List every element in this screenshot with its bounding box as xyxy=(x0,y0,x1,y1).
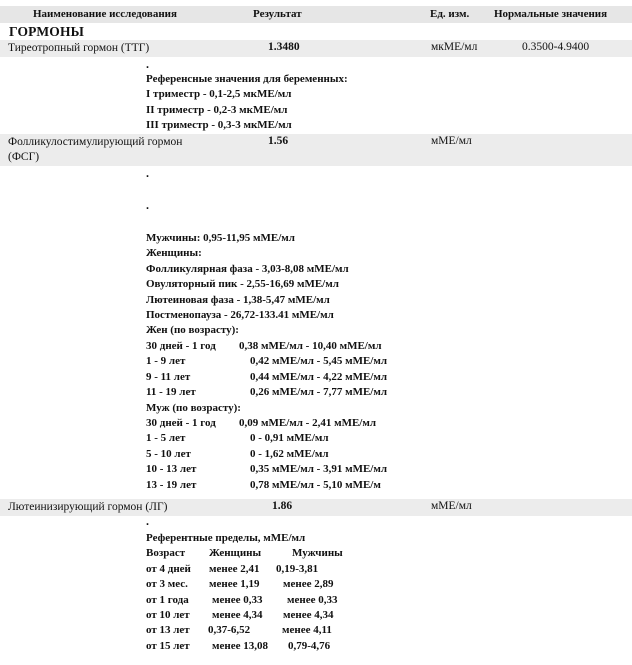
note-line: Референтные пределы, мМЕ/мл xyxy=(146,532,306,544)
ref-cell: 0,19-3,81 xyxy=(276,562,319,575)
ref-cell: менее 2,89 xyxy=(283,578,334,591)
test-row-fsh xyxy=(0,134,632,166)
age-label: 30 дней - 1 год xyxy=(146,340,216,352)
ref-cell: менее 13,08 xyxy=(212,639,268,652)
fsh-female-age xyxy=(146,339,388,493)
note-line: Мужчины: 0,95-11,95 мМЕ/мл xyxy=(146,232,295,244)
dot-marker: . xyxy=(146,57,149,71)
header-unit: Ед. изм. xyxy=(430,8,470,20)
age-row xyxy=(146,447,329,462)
test-name: Тиреотропный гормон (ТТГ) xyxy=(8,42,150,54)
age-range: 0,38 мМЕ/мл - 10,40 мМЕ/мл xyxy=(239,340,382,352)
note-line: Референсные значения для беременных: xyxy=(146,73,348,85)
age-row xyxy=(146,416,377,431)
ref-cell: менее 1,19 xyxy=(209,578,260,591)
ref-cell: менее 4,11 xyxy=(282,624,332,637)
dot-marker: . xyxy=(146,514,149,528)
age-label: 9 - 11 лет xyxy=(146,370,191,383)
ref-table-row xyxy=(146,577,334,592)
age-range: 0,78 мМЕ/мл - 5,10 мМЕ/м xyxy=(250,478,381,491)
ref-cell: менее 0,33 xyxy=(212,593,263,606)
test-norm: 0.3500-4.9400 xyxy=(522,41,590,53)
note-line: Женщины: xyxy=(146,247,202,260)
ref-table-header xyxy=(146,546,343,561)
ref-cell: от 1 года xyxy=(146,593,189,606)
age-range: 0,26 мМЕ/мл - 7,77 мМЕ/мл xyxy=(250,386,388,399)
ref-cell: от 4 дней xyxy=(146,562,191,575)
age-row xyxy=(146,431,329,446)
ref-cell: от 13 лет xyxy=(146,624,190,637)
ref-cell: 0,79-4,76 xyxy=(288,639,331,652)
ref-cell: менее 4,34 xyxy=(212,609,263,622)
header-result: Результат xyxy=(253,8,302,20)
age-range: 0,44 мМЕ/мл - 4,22 мМЕ/мл xyxy=(250,370,388,383)
test-name-line: Фолликулостимулирующий гормон xyxy=(8,136,183,148)
test-name xyxy=(8,135,182,165)
ref-cell: от 15 лет xyxy=(146,639,190,652)
test-row-lh xyxy=(0,499,632,516)
fsh-notes xyxy=(146,231,349,339)
header-name: Наименование исследования xyxy=(33,8,177,20)
age-row xyxy=(146,339,382,354)
age-label: 13 - 19 лет xyxy=(146,478,197,491)
header-norm: Нормальные значения xyxy=(494,8,608,20)
ref-header-cell: Возраст xyxy=(146,547,186,560)
ref-table-row xyxy=(146,623,332,638)
dot-marker: . xyxy=(146,198,149,212)
ref-cell: менее 0,33 xyxy=(287,593,338,606)
ref-table-row xyxy=(146,639,331,654)
note-line: II триместр - 0,2-3 мкМЕ/мл xyxy=(146,103,288,116)
ref-table-row xyxy=(146,593,338,608)
age-range: 0,09 мМЕ/мл - 2,41 мМЕ/мл xyxy=(239,417,377,430)
test-name-line: (ФСГ) xyxy=(8,151,40,163)
lh-notes xyxy=(146,531,343,654)
age-label: 11 - 19 лет xyxy=(146,386,196,399)
age-range: 0,35 мМЕ/мл - 3,91 мМЕ/мл xyxy=(250,463,388,476)
tsh-notes xyxy=(146,72,348,134)
age-label: 1 - 9 лет xyxy=(146,355,186,368)
age-label: 10 - 13 лет xyxy=(146,463,197,476)
test-result: 1.86 xyxy=(272,500,293,512)
table-header xyxy=(0,6,632,23)
ref-cell: от 10 лет xyxy=(146,609,190,622)
age-range: 0 - 0,91 мМЕ/мл xyxy=(250,432,329,445)
note-line: Фолликулярная фаза - 3,03-8,08 мМЕ/мл xyxy=(146,262,349,275)
ref-header-cell: Женщины xyxy=(209,547,262,560)
age-label: 30 дней - 1 год xyxy=(146,417,216,430)
ref-cell: от 3 мес. xyxy=(146,578,188,591)
note-line: Жен (по возрасту): xyxy=(146,324,239,337)
age-range: 0,42 мМЕ/мл - 5,45 мМЕ/мл xyxy=(250,355,388,368)
test-unit: мМЕ/мл xyxy=(431,135,472,147)
note-line: III триместр - 0,3-3 мкМЕ/мл xyxy=(146,119,292,132)
age-row xyxy=(146,385,388,400)
test-result: 1.56 xyxy=(268,135,289,147)
age-label: 5 - 10 лет xyxy=(146,447,191,460)
note-line: Муж (по возрасту): xyxy=(146,401,241,414)
note-line: Лютеиновая фаза - 1,38-5,47 мМЕ/мл xyxy=(146,293,330,306)
test-unit: мкМЕ/мл xyxy=(431,41,478,53)
dot-marker: . xyxy=(146,166,149,180)
ref-table-row xyxy=(146,562,319,577)
note-line: Овуляторный пик - 2,55-16,69 мМЕ/мл xyxy=(146,278,339,291)
ref-cell: 0,37-6,52 xyxy=(208,624,251,637)
section-title: ГОРМОНЫ xyxy=(9,24,85,39)
age-row xyxy=(146,354,388,369)
test-name: Лютеинизирующий гормон (ЛГ) xyxy=(8,501,168,513)
test-result: 1.3480 xyxy=(268,41,300,53)
note-line: Постменопауза - 26,72-133.41 мМЕ/мл xyxy=(146,309,334,322)
test-row-tsh xyxy=(0,40,632,57)
age-range: 0 - 1,62 мМЕ/мл xyxy=(250,447,329,460)
ref-cell: менее 4,34 xyxy=(283,609,334,622)
ref-header-cell: Мужчины xyxy=(292,547,343,560)
ref-table-row xyxy=(146,608,334,623)
note-line: I триместр - 0,1-2,5 мкМЕ/мл xyxy=(146,88,292,101)
age-label: 1 - 5 лет xyxy=(146,432,186,445)
age-row xyxy=(146,462,388,477)
age-row xyxy=(146,370,388,385)
ref-cell: менее 2,41 xyxy=(209,562,260,575)
test-unit: мМЕ/мл xyxy=(431,500,472,512)
age-row xyxy=(146,478,381,493)
